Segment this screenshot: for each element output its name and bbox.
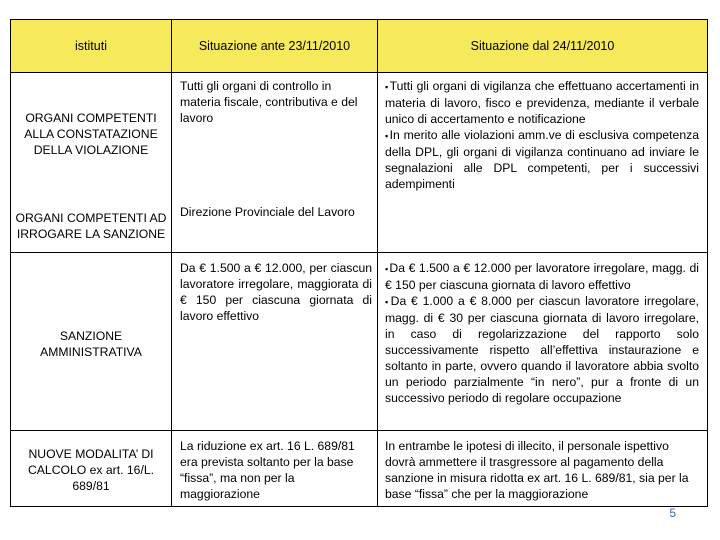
label-sanzione-amministrativa: SANZIONE AMMINISTRATIVA: [40, 329, 142, 359]
header-dal: [378, 20, 707, 72]
dal-organi-p1: ▪ Tutti gli organi di vigilanza che effettuano accertamenti in materia di lavoro, fisco e previdenza, mediante il verbale unico di accertamento e notificazione: [385, 78, 699, 127]
ante-sanzione: Da € 1.500 a € 12.000, per ciascun lavoratore irregolare, maggiorata di € 150 per ciascuna giornata di lavoro effettivo: [180, 261, 372, 323]
dal-sanzione: [385, 260, 699, 406]
dal-organi: [385, 78, 699, 192]
table-border-right: [707, 19, 708, 507]
dal-organi-p2: ▪ In merito alle violazioni amm.ve di esclusiva competenza della DPL, gli organi di vigilanza continuano ad inviare le segnalazioni alle DPL competenti, per i successivi adempimenti: [385, 127, 699, 192]
ante-modalita: La riduzione ex art. 16 L. 689/81 era prevista soltanto per la base “fissa”, ma non per la maggiorazione: [180, 439, 355, 501]
row-divider-sanzione: [10, 430, 708, 431]
header-istituti: [11, 20, 171, 72]
row-divider-organi: [10, 252, 708, 253]
dal-sanzione-p1: ▪ Da € 1.500 a € 12.000 per lavoratore irregolare, magg. di € 150 per ciascuna giornata di lavoro effettivo: [385, 260, 699, 293]
ante-organi-constatazione: Tutti gli organi di controllo in materia fiscale, contributiva e del lavoro: [180, 79, 358, 125]
page-number: 5: [669, 506, 676, 520]
ante-organi-sanzione: Direzione Provinciale del Lavoro: [180, 205, 355, 219]
header-istituti-label: istituti: [75, 39, 107, 53]
row-divider-header: [10, 72, 708, 73]
dal-modalita: In entrambe le ipotesi di illecito, il personale ispettivo dovrà ammettere il trasgressore al pagamento della sanzione in misura ridotta ex art. 16 L. 689/81, sia per la base “fissa” che per la maggiorazione: [385, 439, 689, 501]
table-border-bottom: [10, 506, 708, 507]
header-ante-label: Situazione ante 23/11/2010: [198, 39, 351, 53]
dal-sanzione-p2: ▪ Da € 1.000 a € 8.000 per ciascun lavoratore irregolare, magg. di € 30 per ciascuna giornata di lavoro irregolare, in caso di regolarizzazione del rapporto solo successivamente rispetto all’effettiva instaurazione e soltanto in parte, ovvero quando il lavoratore abbia svolto un periodo parzialmente “in nero”, pur a fronte di un successivo periodo di regolare occupazione: [385, 293, 699, 406]
col-divider-2: [377, 19, 378, 507]
table-border-left: [10, 19, 11, 507]
col-divider-1: [171, 19, 172, 507]
label-organi-sanzione: ORGANI COMPETENTI AD IRROGARE LA SANZIONE: [15, 211, 167, 241]
header-dal-label: Situazione dal 24/11/2010: [470, 39, 615, 53]
label-organi-constatazione: ORGANI COMPETENTI ALLA CONSTATAZIONE DELLA VIOLAZIONE: [24, 111, 158, 157]
table-border-top: [10, 19, 708, 20]
header-ante: [172, 20, 377, 72]
label-nuove-modalita: NUOVE MODALITA’ DI CALCOLO ex art. 16/L. 689/81: [28, 447, 154, 493]
